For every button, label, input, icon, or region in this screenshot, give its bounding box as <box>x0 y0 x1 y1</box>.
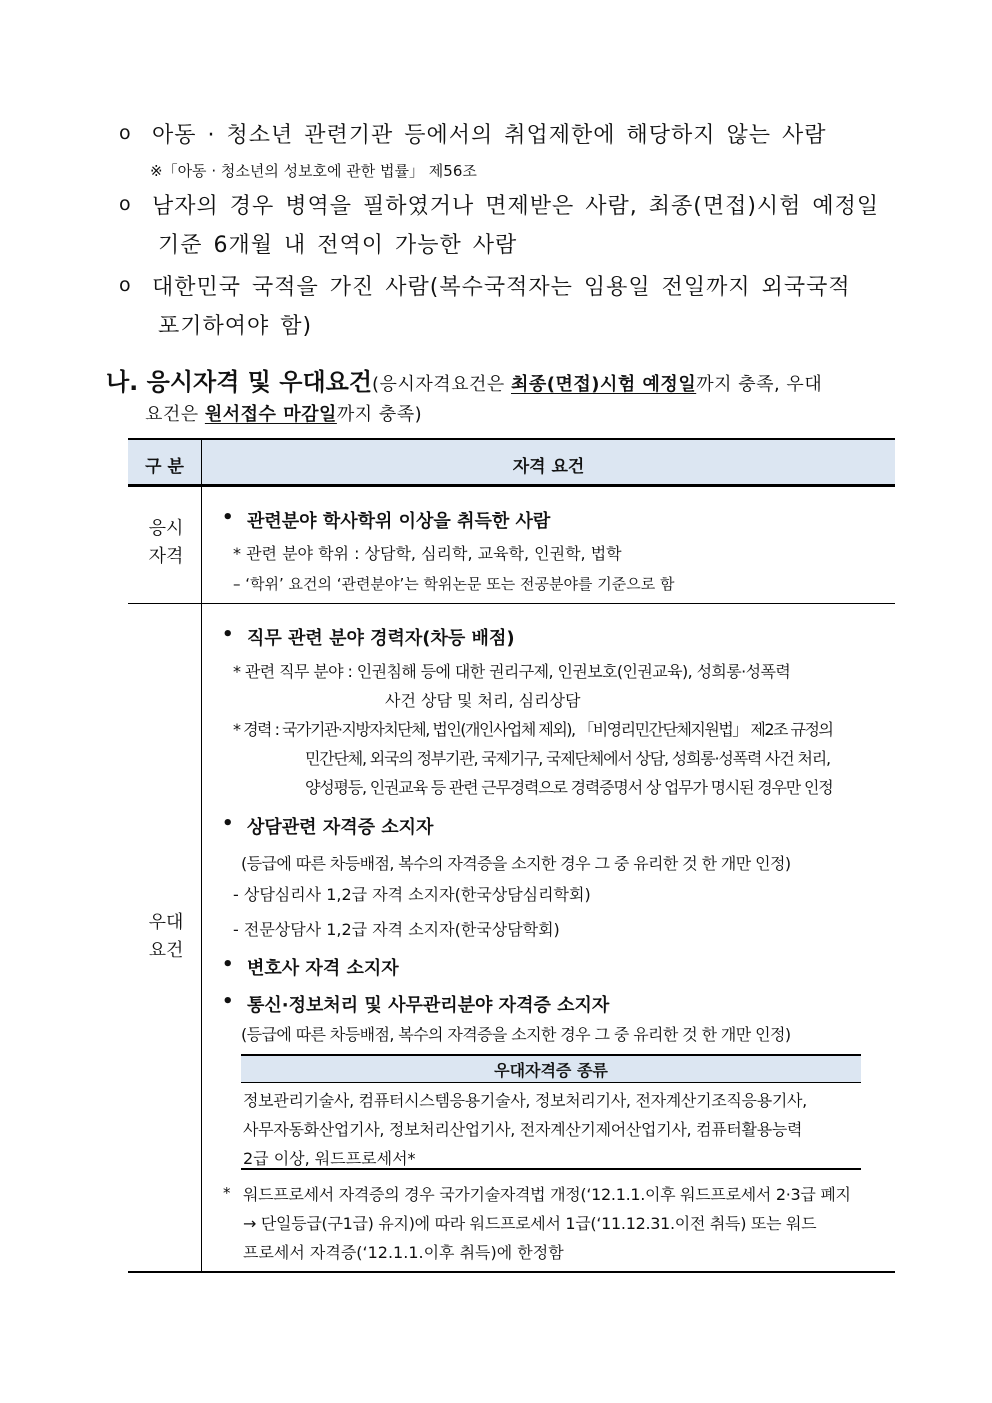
footnote-asterisk-icon: * <box>223 1184 231 1202</box>
career-experience-line2: 민간단체, 외국의 정부기관, 국제기구, 국제단체에서 상담, 성희롱·성폭력 사건 처리, <box>305 749 830 768</box>
preferred-item-it-cert: 통신·정보처리 및 사무관리분야 자격증 소지자 <box>247 995 610 1016</box>
cert-list-line3: 2급 이상, 워드프로세서* <box>243 1149 416 1168</box>
eligibility-item-1: 아동 · 청소년 관련기관 등에서의 취업제한에 해당하지 않는 사람 <box>152 123 827 148</box>
section-sub-a: (응시자격요건은 <box>372 374 511 395</box>
counseling-cert-1: - 상담심리사 1,2급 자격 소지자(한국상담심리학회) <box>233 885 591 904</box>
footnote-line2: → 단일등급(구1급) 유지)에 따라 워드프로세서 1급(‘11.12.31.이전 취득) 또는 워드 <box>243 1214 817 1233</box>
bullet-circle-icon: o <box>119 122 131 144</box>
bullet-dot-icon: • <box>222 991 234 1012</box>
counseling-cert-2: - 전문상담사 1,2급 자격 소지자(한국상담학회) <box>233 920 560 939</box>
bullet-circle-icon: o <box>119 193 131 215</box>
career-experience-line1: * 경력 : 국가기관·지방자치단체, 법인(개인사업체 제외), 「비영리민간단체지원법」 제2조 규정의 <box>233 720 833 739</box>
section-sub-d: 요건은 <box>145 404 205 425</box>
section-title: 나. 응시자격 및 우대요건 <box>106 368 373 396</box>
section-heading-line2 <box>145 400 422 426</box>
table-row-divider <box>128 603 895 604</box>
table-top-border <box>128 438 895 440</box>
row-label-applicant-1: 응시 <box>148 518 184 539</box>
section-sub-emphasis-1: 최종(면접)시험 예정일 <box>511 374 697 395</box>
cert-list-line1: 정보관리기술사, 컴퓨터시스템응용기술사, 정보처리기사, 전자계산기조직응용기사, <box>243 1091 807 1110</box>
row-label-applicant-2: 자격 <box>148 546 184 567</box>
cert-table-header-border <box>241 1082 861 1083</box>
eligibility-item-2-line1: 남자의 경우 병역을 필하였거나 면제받은 사람, 최종(면접)시험 예정일 <box>152 194 880 219</box>
table-bottom-border <box>128 1271 895 1273</box>
applicant-detail-1: * 관련 분야 학위 : 상담학, 심리학, 교육학, 인권학, 법학 <box>233 544 622 563</box>
footnote-line1: 워드프로세서 자격증의 경우 국가기술자격법 개정(‘12.1.1.이후 워드프로세서 2·3급 폐지 <box>243 1185 851 1204</box>
bullet-circle-icon: o <box>119 274 131 296</box>
bullet-dot-icon: • <box>222 954 234 975</box>
bullet-dot-icon: • <box>222 813 234 834</box>
section-sub-emphasis-2: 원서접수 마감일 <box>204 404 337 425</box>
section-sub-f: 까지 충족) <box>336 404 423 425</box>
career-field-line1: * 관련 직무 분야 : 인권침해 등에 대한 권리구제, 인권보호(인권교육), 성희롱·성폭력 <box>233 662 791 681</box>
preferred-item-lawyer: 변호사 자격 소지자 <box>247 958 399 979</box>
preferred-item-career: 직무 관련 분야 경력자(차등 배점) <box>247 628 515 649</box>
row-label-applicant <box>128 515 204 571</box>
applicant-main-requirement: 관련분야 학사학위 이상을 취득한 사람 <box>247 511 551 532</box>
eligibility-item-2-line2: 기준 6개월 내 전역이 가능한 사람 <box>158 233 518 258</box>
eligibility-item-3-line1: 대한민국 국적을 가진 사람(복수국적자는 임용일 전일까지 외국국적 <box>152 275 851 300</box>
career-experience-line3: 양성평등, 인권교육 등 관련 근무경력으로 경력증명서 상 업무가 명시된 경우만 인정 <box>305 778 833 797</box>
bullet-dot-icon: • <box>222 624 234 645</box>
cert-table-header: 우대자격증 종류 <box>494 1061 608 1080</box>
it-cert-note: (등급에 따른 차등배점, 복수의 자격증을 소지한 경우 그 중 유리한 것 한 개만 인정) <box>241 1025 791 1044</box>
cert-list-line2: 사무자동화산업기사, 정보처리산업기사, 전자계산기제어산업기사, 컴퓨터활용능력 <box>243 1120 803 1139</box>
table-header-requirements: 자격 요건 <box>512 457 585 477</box>
row-label-preferred <box>128 909 204 965</box>
cert-table-top-border <box>241 1054 861 1056</box>
eligibility-item-3-line2: 포기하여야 함) <box>158 314 313 339</box>
bullet-dot-icon: • <box>222 507 234 528</box>
section-sub-c: 까지 충족, 우대 <box>696 374 823 395</box>
row-label-preferred-1: 우대 <box>148 912 184 933</box>
counseling-cert-note: (등급에 따른 차등배점, 복수의 자격증을 소지한 경우 그 중 유리한 것 한 개만 인정) <box>241 854 791 873</box>
preferred-item-counseling-cert: 상담관련 자격증 소지자 <box>247 817 434 838</box>
table-header-category: 구 분 <box>145 457 184 477</box>
applicant-detail-2: – ‘학위’ 요건의 ‘관련분야’는 학위논문 또는 전공분야를 기준으로 함 <box>233 575 675 593</box>
row-label-preferred-2: 요건 <box>148 940 184 961</box>
career-field-line2: 사건 상담 및 처리, 심리상담 <box>385 691 581 710</box>
table-header-border <box>128 484 895 487</box>
law-reference-note: ※「아동 · 청소년의 성보호에 관한 법률」 제56조 <box>150 162 477 180</box>
footnote-line3: 프로세서 자격증(‘12.1.1.이후 취득)에 한정함 <box>243 1243 564 1262</box>
section-heading <box>106 362 822 397</box>
